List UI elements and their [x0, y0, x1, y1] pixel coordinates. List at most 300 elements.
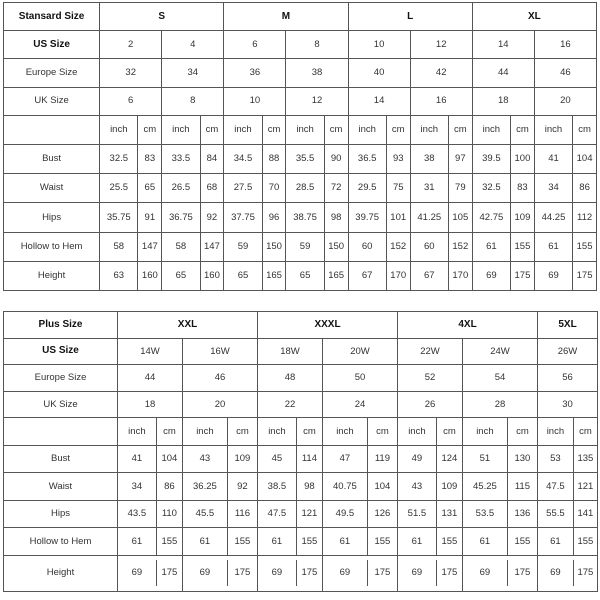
measure-pair-row: [349, 203, 410, 231]
measure-pair-table: [162, 233, 223, 261]
measure-pair: [258, 500, 323, 528]
measure-pair: [162, 203, 224, 232]
measure-pair-row: [538, 560, 597, 587]
measure-pair-row: [286, 262, 347, 290]
measure-pair: [183, 445, 258, 473]
unit-pair: [224, 115, 286, 144]
inch-value: 47.5: [538, 473, 573, 500]
measure-pair-table: [411, 145, 472, 173]
measure-pair: [348, 203, 410, 232]
unit-pair-table: [538, 418, 597, 445]
measure-pair: [463, 473, 538, 501]
unit-pair-table: [463, 418, 537, 445]
unit-inch: inch: [162, 116, 200, 144]
inch-value: 38: [411, 145, 449, 173]
table-title: Plus Size: [4, 312, 118, 339]
measure-label: Bust: [4, 445, 118, 473]
cm-value: 104: [576, 153, 593, 165]
measure-pair-table: [118, 446, 182, 473]
eu-size-value: 54: [463, 365, 538, 392]
unit-pair-row: [463, 418, 537, 445]
measure-pair-table: [323, 446, 397, 473]
measure-pair-table: [258, 501, 322, 528]
us-size-value: 12: [410, 31, 472, 59]
unit-cm: cm: [205, 124, 219, 136]
inch-value: 49.5: [323, 501, 367, 528]
unit-pair-table: [118, 418, 182, 445]
measure-pair: [410, 174, 472, 203]
unit-pair: [258, 418, 323, 446]
unit-pair-table: [349, 116, 410, 144]
us-size-value: 24W: [463, 338, 538, 365]
inch-value: 39.5: [473, 145, 511, 173]
inch-value: 53: [538, 446, 573, 473]
measure-pair-row: [224, 174, 285, 202]
unit-pair-table: [183, 418, 257, 445]
measure-pair: [538, 500, 598, 528]
measure-pair-table: [349, 174, 410, 202]
uk-size-value: 28: [463, 391, 538, 418]
inch-value: 43: [183, 446, 227, 473]
measure-pair-table: [535, 203, 596, 231]
measure-pair-row: [100, 233, 161, 261]
cm-value: 109: [441, 480, 458, 492]
measure-pair-row: [535, 262, 596, 290]
measure-pair-table: [286, 233, 347, 261]
measure-pair-row: [286, 203, 347, 231]
measure-pair-row: [538, 528, 597, 555]
measure-label: Hollow to Hem: [4, 232, 100, 261]
inch-value: 34: [535, 174, 573, 202]
measure-pair-table: [538, 446, 597, 473]
cm-value: 150: [328, 240, 345, 252]
measure-pair: [323, 555, 398, 591]
cm-value: 93: [392, 153, 404, 165]
measure-pair-row: [100, 174, 161, 202]
measure-pair-row: [463, 528, 537, 555]
inch-value: 55.5: [538, 501, 573, 528]
cm-value: 160: [204, 270, 220, 282]
cm-value: 175: [374, 567, 391, 579]
measure-pair-table: [224, 233, 285, 261]
measure-pair-table: [224, 145, 285, 173]
inch-value: 67: [349, 262, 387, 290]
uk-size-value: 30: [538, 391, 598, 418]
cm-value: 170: [390, 270, 407, 282]
measure-pair-row: [162, 203, 223, 231]
measure-pair: [463, 500, 538, 528]
measure-row-hollow-to-hem: [4, 528, 598, 556]
cm-value: 97: [455, 153, 466, 165]
measure-pair-row: [538, 501, 597, 528]
measure-pair-table: [473, 262, 534, 290]
unit-pair-table: [286, 116, 347, 144]
measure-pair: [538, 555, 598, 591]
measure-pair-table: [349, 203, 410, 231]
measure-pair-table: [118, 560, 182, 587]
unit-pair-row: [258, 418, 322, 445]
measure-pair-row: [224, 262, 285, 290]
cm-value: 147: [204, 240, 220, 252]
cm-value: 130: [514, 453, 531, 464]
measure-pair-row: [183, 528, 257, 555]
uk-size-value: 12: [286, 87, 348, 115]
measure-pair-row: [286, 233, 347, 261]
measure-pair-row: [323, 528, 397, 555]
measure-pair-row: [100, 145, 161, 173]
inch-value: 69: [118, 560, 156, 587]
measure-pair: [118, 500, 183, 528]
measure-pair-row: [224, 145, 285, 173]
unit-pair-row: [473, 116, 534, 144]
inch-value: 69: [323, 560, 367, 587]
inch-value: 37.75: [224, 203, 262, 231]
inch-value: 28.5: [286, 174, 324, 202]
us-size-value: 2: [100, 31, 162, 59]
measure-pair-table: [473, 145, 534, 173]
measure-pair-table: [463, 560, 537, 587]
uk-size-value: 6: [100, 87, 162, 115]
unit-pair: [348, 115, 410, 144]
unit-pair: [100, 115, 162, 144]
units-label-empty: [4, 115, 100, 144]
measure-pair-table: [463, 446, 537, 473]
measure-pair-table: [349, 262, 410, 290]
measure-pair-row: [183, 446, 257, 473]
measure-pair-row: [162, 145, 223, 173]
unit-cm: cm: [579, 425, 592, 437]
measure-pair-row: [100, 203, 161, 231]
inch-value: 60: [349, 233, 387, 261]
measure-pair: [398, 528, 463, 556]
measure-pair-row: [398, 473, 462, 500]
cm-value: 175: [577, 567, 594, 579]
measure-pair-table: [411, 203, 472, 231]
unit-pair-table: [258, 418, 322, 445]
measure-pair-table: [463, 501, 537, 528]
unit-inch: inch: [286, 116, 324, 144]
measure-row-hips: [4, 500, 598, 528]
measure-pair-row: [473, 262, 534, 290]
measure-label: Height: [4, 555, 118, 591]
cm-value: 155: [301, 535, 318, 547]
measure-pair-table: [183, 528, 257, 555]
unit-pair-table: [398, 418, 462, 445]
measure-pair: [410, 232, 472, 261]
eu-size-value: 38: [286, 59, 348, 87]
measure-pair-table: [398, 473, 462, 500]
unit-pair: [463, 418, 538, 446]
unit-pair: [118, 418, 183, 446]
cm-value: 105: [452, 211, 469, 223]
measure-pair: [410, 261, 472, 290]
measure-pair-table: [100, 174, 161, 202]
unit-cm: cm: [516, 425, 529, 437]
us-size-value: 16W: [183, 338, 258, 365]
measure-pair: [224, 203, 286, 232]
cm-value: 98: [330, 211, 342, 223]
measure-pair-table: [398, 528, 462, 555]
measure-pair-row: [411, 233, 472, 261]
measure-pair-row: [398, 501, 462, 528]
unit-pair-table: [535, 116, 596, 144]
inch-value: 38.5: [258, 473, 296, 500]
measure-pair-row: [118, 446, 182, 473]
inch-value: 59: [224, 233, 262, 261]
inch-value: 63: [100, 262, 138, 290]
size-header-row: [4, 3, 597, 31]
unit-pair-row: [183, 418, 257, 445]
measure-pair-table: [118, 501, 182, 528]
inch-value: 32.5: [100, 145, 138, 173]
measure-pair-table: [100, 262, 161, 290]
cm-value: 98: [304, 480, 315, 492]
measure-pair-table: [411, 174, 472, 202]
us-size-value: 14W: [118, 338, 183, 365]
measure-pair-row: [398, 528, 462, 555]
cm-value: 175: [514, 270, 531, 282]
cm-value: 79: [455, 182, 466, 194]
measure-row-height: [4, 261, 597, 290]
measure-pair-table: [538, 560, 597, 587]
measure-pair-table: [162, 174, 223, 202]
measure-pair-row: [118, 473, 182, 500]
measure-pair-row: [100, 262, 161, 290]
inch-value: 25.5: [100, 174, 138, 202]
standard-size-table: [3, 2, 597, 291]
measure-pair-table: [286, 203, 347, 231]
unit-pair-row: [323, 418, 397, 445]
uk-size-value: 24: [323, 391, 398, 418]
size-header-row: [4, 312, 598, 339]
measure-row-height: [4, 555, 598, 591]
measure-pair: [118, 555, 183, 591]
inch-value: 34: [118, 473, 156, 500]
measure-pair: [258, 473, 323, 501]
measure-pair-row: [349, 145, 410, 173]
measure-pair: [286, 144, 348, 173]
unit-pair-row: [349, 116, 410, 144]
cm-value: 114: [301, 453, 317, 464]
unit-pair: [534, 115, 596, 144]
measure-pair-row: [183, 560, 257, 587]
unit-pair-table: [100, 116, 161, 144]
unit-inch: inch: [463, 418, 507, 445]
inch-value: 45.25: [463, 473, 507, 500]
cm-value: 115: [514, 480, 530, 492]
measure-pair-row: [411, 203, 472, 231]
cm-value: 155: [374, 535, 391, 547]
us-size-value: 8: [286, 31, 348, 59]
measure-pair-table: [286, 262, 347, 290]
cm-value: 65: [144, 182, 156, 194]
cm-value: 152: [452, 240, 469, 252]
measure-pair-row: [258, 528, 322, 555]
eu-size-label: Europe Size: [4, 59, 100, 87]
unit-pair-row: [411, 116, 472, 144]
measure-pair-row: [258, 473, 322, 500]
inch-value: 31: [411, 174, 449, 202]
us-size-value: 20W: [323, 338, 398, 365]
us-size-value: 6: [224, 31, 286, 59]
inch-value: 65: [162, 262, 200, 290]
cm-value: 136: [514, 508, 531, 519]
cm-value: 86: [579, 182, 590, 194]
measure-pair-table: [349, 233, 410, 261]
inch-value: 35.75: [100, 203, 138, 231]
measure-pair-row: [183, 473, 257, 500]
measure-pair-table: [162, 262, 223, 290]
measure-pair: [398, 555, 463, 591]
measure-pair-table: [286, 145, 347, 173]
uk-size-value: 22: [258, 391, 323, 418]
measure-pair-row: [286, 145, 347, 173]
cm-value: 90: [330, 153, 342, 165]
units-row: [4, 418, 598, 446]
measure-pair-table: [349, 145, 410, 173]
cm-value: 92: [237, 480, 248, 492]
measure-pair: [286, 203, 348, 232]
measure-pair: [286, 261, 348, 290]
unit-pair: [162, 115, 224, 144]
eu-size-row: [4, 365, 598, 392]
measure-pair: [100, 261, 162, 290]
unit-pair-row: [286, 116, 347, 144]
inch-value: 27.5: [224, 174, 262, 202]
measure-pair-row: [162, 174, 223, 202]
cm-value: 147: [141, 240, 158, 252]
us-size-row: [4, 31, 597, 59]
measure-pair: [100, 174, 162, 203]
cm-value: 126: [374, 508, 391, 519]
inch-value: 61: [538, 528, 573, 555]
measure-pair: [162, 144, 224, 173]
measure-pair-row: [224, 203, 285, 231]
measure-pair-row: [323, 501, 397, 528]
unit-cm: cm: [163, 425, 176, 437]
inch-value: 41: [535, 145, 573, 173]
measure-pair: [258, 528, 323, 556]
measure-pair: [323, 528, 398, 556]
measure-pair: [224, 261, 286, 290]
unit-cm: cm: [376, 425, 389, 437]
measure-pair: [463, 528, 538, 556]
measure-pair: [118, 473, 183, 501]
measure-pair: [224, 174, 286, 203]
cm-value: 72: [330, 182, 342, 194]
uk-size-value: 20: [534, 87, 596, 115]
cm-value: 160: [141, 270, 158, 282]
measure-pair: [472, 144, 534, 173]
measure-pair: [286, 232, 348, 261]
cm-value: 165: [266, 270, 282, 282]
unit-cm: cm: [267, 124, 281, 136]
plus-size-table: [3, 311, 598, 592]
measure-pair: [348, 144, 410, 173]
measure-pair-row: [286, 174, 347, 202]
unit-pair-row: [118, 418, 182, 445]
measure-pair-row: [398, 446, 462, 473]
inch-value: 40.75: [323, 473, 367, 500]
measure-pair: [410, 144, 472, 173]
measure-pair-row: [463, 446, 537, 473]
measure-pair: [100, 232, 162, 261]
eu-size-value: 52: [398, 365, 463, 392]
measure-pair: [258, 445, 323, 473]
uk-size-value: 10: [224, 87, 286, 115]
unit-pair: [538, 418, 598, 446]
inch-value: 43: [398, 473, 436, 500]
uk-size-row: [4, 87, 597, 115]
unit-cm: cm: [329, 124, 343, 136]
inch-value: 36.75: [162, 203, 200, 231]
measure-pair: [286, 174, 348, 203]
unit-inch: inch: [258, 418, 296, 445]
inch-value: 61: [118, 528, 156, 555]
measure-row-bust: [4, 445, 598, 473]
eu-size-value: 42: [410, 59, 472, 87]
cm-value: 175: [161, 567, 178, 579]
measure-pair-row: [411, 174, 472, 202]
cm-value: 109: [514, 211, 531, 223]
measure-pair: [162, 261, 224, 290]
inch-value: 36.25: [183, 473, 227, 500]
cm-value: 152: [390, 240, 407, 252]
measure-pair-table: [398, 560, 462, 587]
unit-inch: inch: [224, 116, 262, 144]
measure-pair-table: [224, 174, 285, 202]
measure-pair-table: [473, 233, 534, 261]
measure-pair-table: [100, 233, 161, 261]
measure-pair-table: [398, 501, 462, 528]
uk-size-value: 14: [348, 87, 410, 115]
measure-pair-row: [398, 560, 462, 587]
cm-value: 110: [161, 508, 177, 519]
unit-cm: cm: [453, 124, 467, 136]
unit-pair-table: [473, 116, 534, 144]
measure-pair: [323, 445, 398, 473]
eu-size-row: [4, 59, 597, 87]
measure-pair: [472, 261, 534, 290]
inch-value: 29.5: [349, 174, 387, 202]
measure-pair-row: [411, 262, 472, 290]
uk-size-value: 18: [472, 87, 534, 115]
us-size-label: US Size: [4, 338, 118, 365]
measure-pair-row: [473, 174, 534, 202]
cm-value: 124: [441, 453, 458, 464]
eu-size-value: 48: [258, 365, 323, 392]
inch-value: 59: [286, 233, 324, 261]
cm-value: 70: [268, 182, 280, 194]
measure-pair: [224, 144, 286, 173]
unit-pair-row: [100, 116, 161, 144]
eu-size-value: 46: [534, 59, 596, 87]
inch-value: 49: [398, 446, 436, 473]
inch-value: 69: [538, 560, 573, 587]
us-size-value: 26W: [538, 338, 598, 365]
unit-pair-table: [323, 418, 397, 445]
size-s: S: [100, 3, 224, 31]
cm-value: 121: [577, 480, 594, 492]
eu-size-value: 56: [538, 365, 598, 392]
cm-value: 155: [577, 535, 594, 547]
unit-pair: [472, 115, 534, 144]
measure-pair-row: [463, 501, 537, 528]
inch-value: 65: [286, 262, 324, 290]
cm-value: 150: [266, 240, 282, 252]
us-size-value: 10: [348, 31, 410, 59]
inch-value: 38.75: [286, 203, 324, 231]
